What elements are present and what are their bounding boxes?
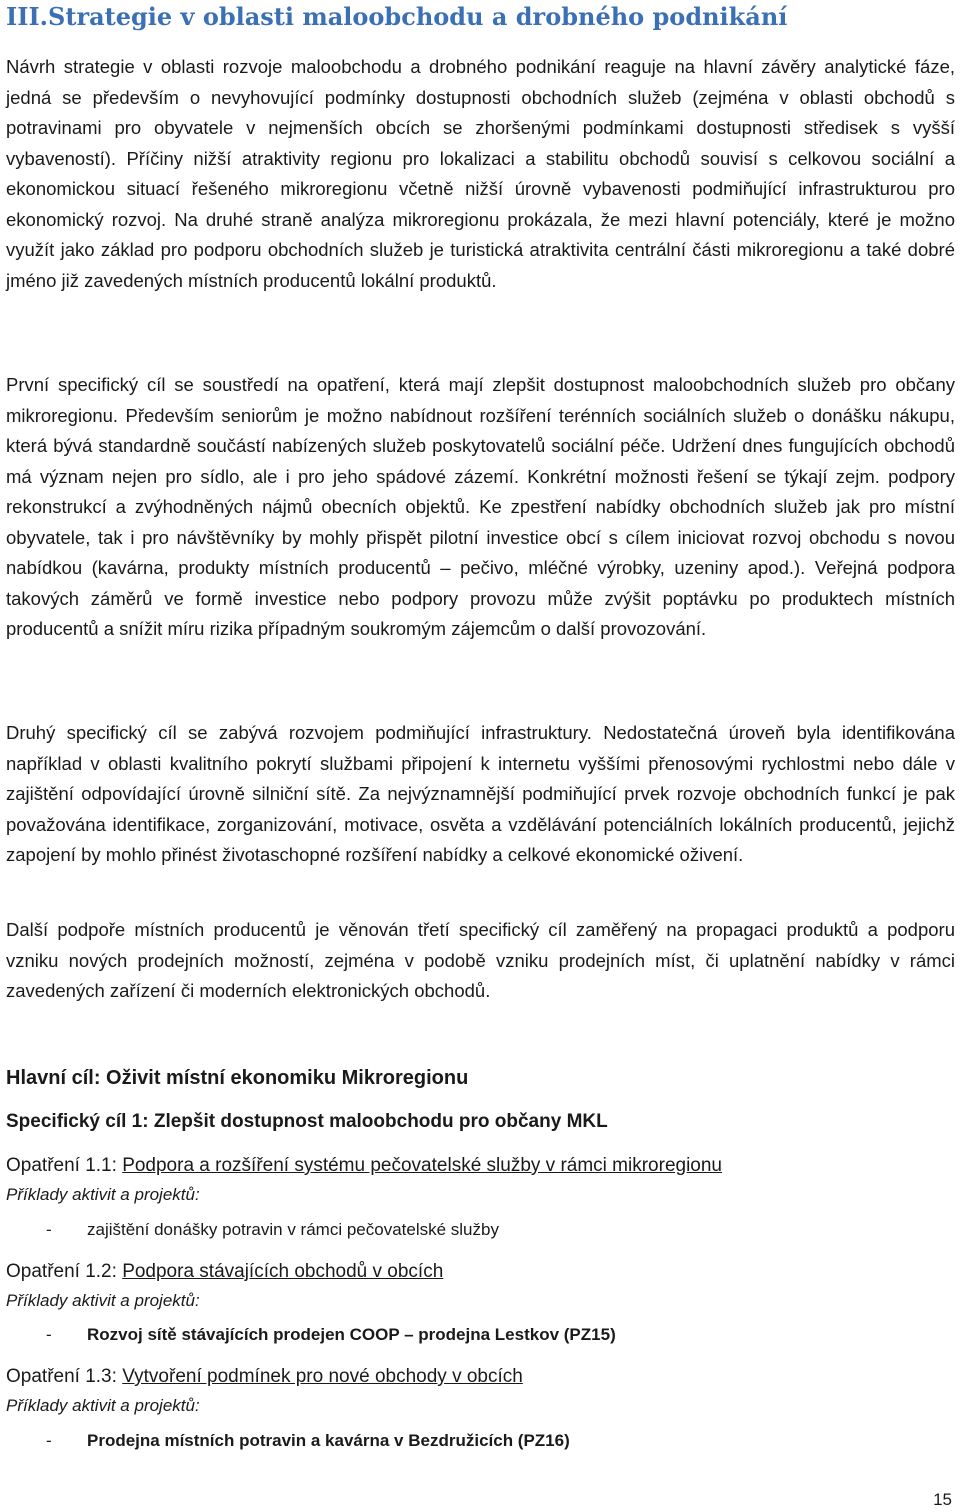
dash-bullet: -	[46, 1325, 52, 1344]
list-item-text: Rozvoj sítě stávajících prodejen COOP – prodejna Lestkov (PZ15)	[87, 1325, 616, 1344]
measure-prefix: Opatření 1.2:	[6, 1261, 123, 1282]
measure-1-1	[6, 1152, 722, 1180]
measure-1-3	[6, 1363, 523, 1391]
list-item-text: Prodejna místních potravin a kavárna v Bezdružicích (PZ16)	[87, 1431, 570, 1450]
examples-label: Příklady aktivit a projektů:	[6, 1291, 200, 1310]
paragraph-third-goal: Další podpoře místních producentů je věnován třetí specifický cíl zaměřený na propagaci produktů a podporu vzniku nových prodejních možností, zejména v podobě vzniku prodejních míst, či uplatnění nabídky v rámci zavedených zařízení či moderních elektronických obchodů.	[6, 919, 955, 1001]
examples-label: Příklady aktivit a projektů:	[6, 1396, 200, 1415]
paragraph-intro: Návrh strategie v oblasti rozvoje maloobchodu a drobného podnikání reaguje na hlavní závěry analytické fáze, jedná se především o nevyhovující podmínky dostupnosti obchodních služeb (zejména v oblasti obchodů s potravinami pro obyvatele v nejmenších obcích se zhoršenými podmínkami dostupnosti středisek s vyšší vybaveností). Příčiny nižší atraktivity regionu pro lokalizaci a stabilitu obchodů souvisí s celkovou sociální a ekonomickou situací řešeného mikroregionu včetně nižší úrovně vybavenosti podmiňující infrastrukturou pro ekonomický rozvoj. Na druhé straně analýza mikroregionu prokázala, že mezi hlavní potenciály, které je možno využít jako základ pro podporu obchodních služeb je turistická atraktivita centrální části mikroregionu a také dobré jméno již zavedených místních producentů lokální produktů.	[6, 56, 955, 291]
paragraph-second-goal: Druhý specifický cíl se zabývá rozvojem podmiňující infrastruktury. Nedostatečná úroveň byla identifikována například v oblasti kvalitního pokrytí službami připojení k internetu vyššími přenosovými rychlostmi nebo dále v zajištění odpovídající úrovně silniční sítě. Za nejvýznamnější podmiňující prvek rozvoje obchodních funkcí je pak považována identifikace, zorganizování, motivace, osvěta a vzdělávání potenciálních lokálních producentů, jejichž zapojení by mohlo přinést životaschopné rozšíření nabídky a celkové ekonomické oživení.	[6, 722, 955, 865]
dash-bullet: -	[46, 1220, 52, 1239]
measure-1-2	[6, 1258, 443, 1286]
main-goal-heading: Hlavní cíl: Oživit místní ekonomiku Mikroregionu	[6, 1067, 469, 1089]
section-heading: III.Strategie v oblasti maloobchodu a drobného podnikání	[6, 2, 788, 31]
list-item-text: zajištění donášky potravin v rámci pečovatelské služby	[87, 1220, 499, 1239]
measure-title: Podpora a rozšíření systému pečovatelské služby v rámci mikroregionu	[122, 1155, 722, 1176]
measure-title: Podpora stávajících obchodů v obcích	[122, 1261, 444, 1282]
examples-label: Příklady aktivit a projektů:	[6, 1185, 200, 1204]
paragraph-first-goal: První specifický cíl se soustředí na opatření, která mají zlepšit dostupnost maloobchodních služeb pro občany mikroregionu. Především seniorům je možno nabídnout rozšíření terénních sociálních služeb o donášku nákupu, která bývá standardně součástí nabízených služeb poskytovatelů sociální péče. Udržení dnes fungujících obchodů má význam nejen pro sídlo, ale i pro jeho spádové zázemí. Konkrétní možnosti řešení se týkají zejm. podpory rekonstrukcí a zvýhodněných nájmů obecních objektů. Ke zpestření nabídky obchodních služeb jak pro místní obyvatele, tak i pro návštěvníky by mohly přispět pilotní investice obcí s cílem iniciovat rozvoj obchodu s novou nabídkou (kavárna, produkty místních producentů – pečivo, mléčné výrobky, uzeniny apod.). Veřejná podpora takových záměrů ve formě investice nebo podpory provozu může zvýšit poptávku po produktech místních producentů a snížit míru rizika případným soukromým zájemcům o další provozování.	[6, 374, 955, 639]
measure-prefix: Opatření 1.3:	[6, 1366, 123, 1387]
measure-title: Vytvoření podmínek pro nové obchody v obcích	[122, 1366, 523, 1387]
measure-prefix: Opatření 1.1:	[6, 1155, 123, 1176]
specific-goal-heading: Specifický cíl 1: Zlepšit dostupnost maloobchodu pro občany MKL	[6, 1111, 608, 1132]
page-number: 15	[933, 1490, 952, 1509]
dash-bullet: -	[46, 1431, 52, 1450]
